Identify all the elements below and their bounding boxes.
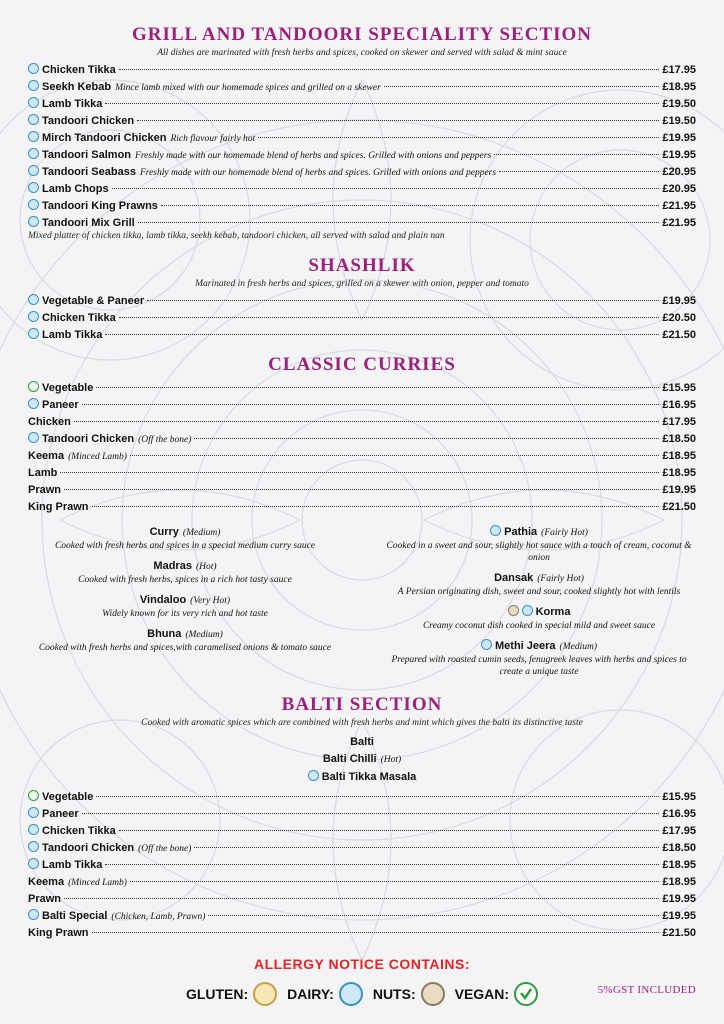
- curry-style-heat: (Medium): [182, 528, 221, 538]
- menu-item-row: [28, 482, 696, 499]
- dairy-icon: [308, 770, 319, 781]
- dot-leader: [119, 830, 660, 831]
- menu-item-row: [28, 215, 696, 232]
- menu-item-name: Chicken Tikka: [42, 312, 116, 324]
- dairy-icon: [28, 114, 39, 125]
- menu-item-price: £20.95: [662, 166, 696, 178]
- dot-leader: [74, 421, 660, 422]
- menu-item-name: Prawn: [28, 484, 62, 496]
- menu-item-name: Chicken: [28, 416, 71, 428]
- menu-item-row: [28, 62, 696, 79]
- curry-style-heat: (Fairly Hot): [541, 528, 588, 538]
- dairy-icon: [28, 841, 39, 852]
- menu-item-row: [28, 414, 696, 431]
- curry-style-entry: [28, 624, 342, 654]
- curry-style-name: Methi Jeera: [495, 640, 556, 652]
- dairy-icon: [28, 148, 39, 159]
- curry-style-heat: (Very Hot): [190, 596, 231, 606]
- legend-item-gluten: [186, 982, 277, 1006]
- menu-item-price: £17.95: [662, 825, 696, 837]
- curry-style-description: A Persian originating dish, sweet and sour, cooked slightly hot with lentils: [397, 587, 681, 597]
- menu-item-price: £17.95: [662, 416, 696, 428]
- legend-item-dairy: [287, 982, 363, 1006]
- menu-item-row: [28, 79, 696, 96]
- menu-item-price: £18.95: [662, 859, 696, 871]
- curry-style-description: Cooked in a sweet and sour, slightly hot sauce with a touch of cream, coconut & onion: [386, 541, 692, 563]
- menu-item-name: Lamb Tikka: [42, 329, 103, 341]
- menu-item-row: [28, 113, 696, 130]
- curry-style-description: Prepared with roasted cumin seeds, fenugreek leaves with herbs and spices to create a unique taste: [391, 655, 687, 677]
- menu-item-name: Prawn: [28, 893, 62, 905]
- menu-item-row: [28, 891, 696, 908]
- dot-leader: [105, 334, 659, 335]
- curry-style-heat: (Medium): [559, 642, 598, 652]
- menu-item-row: [28, 857, 696, 874]
- dairy-icon: [28, 328, 39, 339]
- balti-type: [28, 734, 696, 751]
- gst-note: 5%GST INCLUDED: [597, 984, 696, 996]
- legend-label: GLUTEN:: [185, 986, 249, 1002]
- menu-item-price: £19.95: [662, 910, 696, 922]
- menu-item-price: £18.50: [662, 433, 696, 445]
- menu-item-row: [28, 499, 696, 516]
- dot-leader: [194, 438, 659, 439]
- dairy-icon: [28, 63, 39, 74]
- curry-styles-left-column: [28, 522, 342, 682]
- menu-item-name: Tandoori Chicken: [42, 842, 135, 854]
- allergy-legend: [28, 982, 696, 1006]
- dot-leader: [499, 171, 659, 172]
- dot-leader: [82, 813, 660, 814]
- curry-style-name: Madras: [153, 560, 192, 572]
- curry-style-heat: (Fairly Hot): [537, 574, 584, 584]
- menu-item-note: Freshly made with our homemade blend of herbs and spices. Grilled with onions and peppers: [139, 168, 497, 178]
- menu-item-name: Chicken Tikka: [42, 825, 116, 837]
- dot-leader: [105, 864, 659, 865]
- balti-type-name: Balti Tikka Masala: [321, 771, 417, 783]
- menu-item-name: Balti Special: [42, 910, 108, 922]
- dot-leader: [119, 69, 660, 70]
- dairy-icon: [28, 807, 39, 818]
- menu-item-price: £19.95: [662, 149, 696, 161]
- dot-leader: [82, 404, 660, 405]
- dot-leader: [208, 915, 659, 916]
- balti-type-name: Balti Chilli: [322, 753, 377, 765]
- menu-item-row: [28, 465, 696, 482]
- curry-style-name: Dansak: [494, 572, 534, 584]
- grill-section-subtitle: All dishes are marinated with fresh herbs and spices, cooked on skewer and served with salad & mint sauce: [157, 48, 567, 58]
- menu-item-name: Keema: [28, 876, 65, 888]
- menu-item-name: Lamb Chops: [42, 183, 109, 195]
- menu-item-row: [28, 397, 696, 414]
- menu-item-row: [28, 908, 696, 925]
- menu-item-price: £21.95: [662, 217, 696, 229]
- menu-item-note: Freshly made with our homemade blend of herbs and spices. Grilled with onions and peppers: [135, 151, 492, 161]
- legend-item-nuts: [373, 982, 445, 1006]
- balti-type: [28, 751, 696, 769]
- legend-item-vegan: [455, 982, 538, 1006]
- menu-item-name: Seekh Kebab: [42, 81, 112, 93]
- menu-item-price: £21.50: [662, 927, 696, 939]
- menu-item-name: Keema: [28, 450, 65, 462]
- dot-leader: [64, 489, 659, 490]
- curry-style-entry: [382, 636, 696, 678]
- menu-item-row: [28, 806, 696, 823]
- dot-leader: [138, 222, 660, 223]
- menu-item-price: £18.95: [662, 876, 696, 888]
- menu-item-row: [28, 840, 696, 857]
- menu-item-name: Tandoori Chicken: [42, 115, 135, 127]
- dairy-icon: [339, 982, 363, 1006]
- menu-item-note: (Chicken, Lamb, Prawn): [111, 912, 206, 922]
- curry-style-name: Korma: [535, 606, 571, 618]
- menu-item-row: [28, 431, 696, 448]
- dairy-icon: [28, 199, 39, 210]
- dairy-icon: [28, 294, 39, 305]
- legend-label: VEGAN:: [454, 986, 510, 1002]
- dairy-icon: [28, 216, 39, 227]
- menu-item-row: [28, 147, 696, 164]
- menu-item-name: King Prawn: [28, 501, 89, 513]
- menu-item-row: [28, 789, 696, 806]
- grill-item-list: [28, 62, 696, 232]
- curry-style-heat: (Medium): [185, 630, 223, 640]
- balti-section-subtitle: Cooked with aromatic spices which are combined with fresh herbs and mint which gives the balti its distinctive taste: [141, 718, 583, 728]
- dot-leader: [96, 796, 659, 797]
- menu-item-price: £16.95: [662, 808, 696, 820]
- legend-label: NUTS:: [372, 986, 416, 1002]
- menu-item-name: Tandoori Chicken: [42, 433, 135, 445]
- dot-leader: [119, 317, 660, 318]
- grill-section-title: GRILL AND TANDOORI SPECIALITY SECTION: [131, 24, 593, 45]
- menu-item-row: [28, 874, 696, 891]
- menu-item-row: [28, 293, 696, 310]
- menu-item-price: £21.95: [662, 200, 696, 212]
- dot-leader: [92, 932, 660, 933]
- dot-leader: [130, 455, 659, 456]
- dairy-icon: [28, 398, 39, 409]
- dot-leader: [147, 300, 659, 301]
- dot-leader: [161, 205, 659, 206]
- balti-type-heat: (Hot): [380, 755, 402, 765]
- curry-style-description: Cooked with fresh herbs and spices,with caramelised onions & tomato sauce: [38, 643, 332, 653]
- curries-section-title: CLASSIC CURRIES: [268, 354, 456, 375]
- menu-item-name: King Prawn: [28, 927, 89, 939]
- menu-item-price: £19.50: [662, 115, 696, 127]
- dot-leader: [194, 847, 659, 848]
- menu-item-row: [28, 327, 696, 344]
- menu-item-price: £19.95: [662, 132, 696, 144]
- menu-item-price: £19.95: [662, 484, 696, 496]
- menu-item-price: £18.95: [662, 81, 696, 93]
- balti-type-name: Balti: [350, 736, 374, 748]
- menu-item-name: Paneer: [42, 399, 79, 411]
- dot-leader: [96, 387, 659, 388]
- menu-item-name: Tandoori Salmon: [42, 149, 132, 161]
- curry-style-entry: [28, 522, 342, 552]
- menu-item-row: [28, 130, 696, 147]
- dot-leader: [384, 86, 660, 87]
- menu-item-price: £16.95: [662, 399, 696, 411]
- dot-leader: [112, 188, 660, 189]
- menu-item-price: £18.95: [662, 467, 696, 479]
- dot-leader: [137, 120, 659, 121]
- dot-leader: [494, 154, 659, 155]
- menu-item-row: [28, 96, 696, 113]
- menu-item-name: Vegetable: [42, 382, 94, 394]
- curry-style-description: Cooked with fresh herbs and spices in a special medium curry sauce: [54, 541, 316, 551]
- dairy-icon: [28, 909, 39, 920]
- menu-item-price: £18.50: [662, 842, 696, 854]
- shashlik-item-list: [28, 293, 696, 344]
- menu-item-name: Tandoori King Prawns: [42, 200, 158, 212]
- menu-item-name: Lamb Tikka: [42, 98, 103, 110]
- dairy-icon: [522, 605, 533, 616]
- menu-item-note: (Off the bone): [138, 435, 192, 445]
- menu-item-note: Mince lamb mixed with our homemade spices and grilled on a skewer: [115, 83, 381, 93]
- dairy-icon: [481, 639, 492, 650]
- dairy-icon: [28, 165, 39, 176]
- menu-item-price: £20.50: [662, 312, 696, 324]
- dairy-icon: [28, 824, 39, 835]
- menu-item-row: [28, 448, 696, 465]
- vegan-icon: [28, 381, 39, 392]
- dairy-icon: [28, 432, 39, 443]
- menu-item-row: [28, 925, 696, 942]
- curry-style-entry: [28, 590, 342, 620]
- menu-item-name: Vegetable & Paneer: [42, 295, 145, 307]
- shashlik-section-subtitle: Marinated in fresh herbs and spices, grilled on a skewer with onion, pepper and tomato: [195, 279, 529, 289]
- menu-item-name: Lamb: [28, 467, 58, 479]
- dot-leader: [64, 898, 659, 899]
- menu-item-name: Paneer: [42, 808, 79, 820]
- curry-style-name: Vindaloo: [139, 594, 187, 606]
- curry-style-name: Pathia: [504, 526, 538, 538]
- dot-leader: [105, 103, 659, 104]
- menu-item-name: Tandoori Mix Grill: [42, 217, 135, 229]
- balti-types-list: [28, 734, 696, 786]
- menu-item-name: Vegetable: [42, 791, 94, 803]
- mix-grill-description: Mixed platter of chicken tikka, lamb tikka, seekh kebab, tandoori chicken, all served with salad and plain nan: [28, 231, 445, 241]
- curry-style-entry: [28, 556, 342, 586]
- curry-style-entry: [382, 602, 696, 632]
- curry-style-name: Curry: [149, 526, 179, 538]
- curry-styles-right-column: [382, 522, 696, 682]
- menu-item-row: [28, 823, 696, 840]
- menu-item-price: £19.50: [662, 98, 696, 110]
- dairy-icon: [28, 97, 39, 108]
- menu-item-row: [28, 181, 696, 198]
- menu-item-name: Tandoori Seabass: [42, 166, 136, 178]
- nuts-icon: [421, 982, 445, 1006]
- balti-section-title: BALTI SECTION: [281, 694, 443, 715]
- menu-item-row: [28, 164, 696, 181]
- menu-item-note: (Off the bone): [138, 844, 192, 854]
- dairy-icon: [28, 311, 39, 322]
- menu-item-price: £17.95: [662, 64, 696, 76]
- curry-style-description: Widely known for its very rich and hot taste: [102, 609, 268, 619]
- menu-item-note: Rich flavour fairly hot: [170, 134, 256, 144]
- menu-item-note: (Minced Lamb): [68, 452, 127, 462]
- curry-style-name: Bhuna: [147, 628, 182, 640]
- menu-item-price: £21.50: [662, 501, 696, 513]
- curry-style-description: Creamy coconut dish cooked in special mild and sweet sauce: [422, 621, 656, 631]
- vegan-icon: [514, 982, 538, 1006]
- curry-style-heat: (Hot): [195, 562, 217, 572]
- balti-type: [28, 769, 696, 786]
- menu-item-row: [28, 310, 696, 327]
- dot-leader: [92, 506, 660, 507]
- menu-item-price: £19.95: [662, 295, 696, 307]
- menu-item-row: [28, 198, 696, 215]
- menu-item-price: £15.95: [662, 382, 696, 394]
- gluten-icon: [253, 982, 277, 1006]
- menu-item-price: £18.95: [662, 450, 696, 462]
- dairy-icon: [28, 80, 39, 91]
- menu-item-price: £19.95: [662, 893, 696, 905]
- dairy-icon: [490, 525, 501, 536]
- menu-item-price: £21.50: [662, 329, 696, 341]
- menu-item-name: Lamb Tikka: [42, 859, 103, 871]
- dairy-icon: [28, 182, 39, 193]
- curry-style-entry: [382, 522, 696, 564]
- menu-item-price: £20.95: [662, 183, 696, 195]
- allergy-notice-title: ALLERGY NOTICE CONTAINS:: [253, 956, 471, 972]
- legend-label: DAIRY:: [287, 986, 334, 1002]
- curry-styles: [28, 522, 696, 682]
- dot-leader: [60, 472, 659, 473]
- menu-item-name: Mirch Tandoori Chicken: [42, 132, 167, 144]
- curry-item-list: [28, 380, 696, 516]
- curry-style-entry: [382, 568, 696, 598]
- menu-item-name: Chicken Tikka: [42, 64, 116, 76]
- balti-item-list: [28, 789, 696, 942]
- vegan-icon: [28, 790, 39, 801]
- dot-leader: [130, 881, 659, 882]
- curry-style-description: Cooked with fresh herbs, spices in a rich hot tasty sauce: [78, 575, 292, 585]
- menu-item-price: £15.95: [662, 791, 696, 803]
- dot-leader: [258, 137, 659, 138]
- menu-item-row: [28, 380, 696, 397]
- dairy-icon: [28, 858, 39, 869]
- menu-item-note: (Minced Lamb): [68, 878, 127, 888]
- shashlik-section-title: SHASHLIK: [308, 255, 416, 276]
- nuts-icon: [508, 605, 519, 616]
- dairy-icon: [28, 131, 39, 142]
